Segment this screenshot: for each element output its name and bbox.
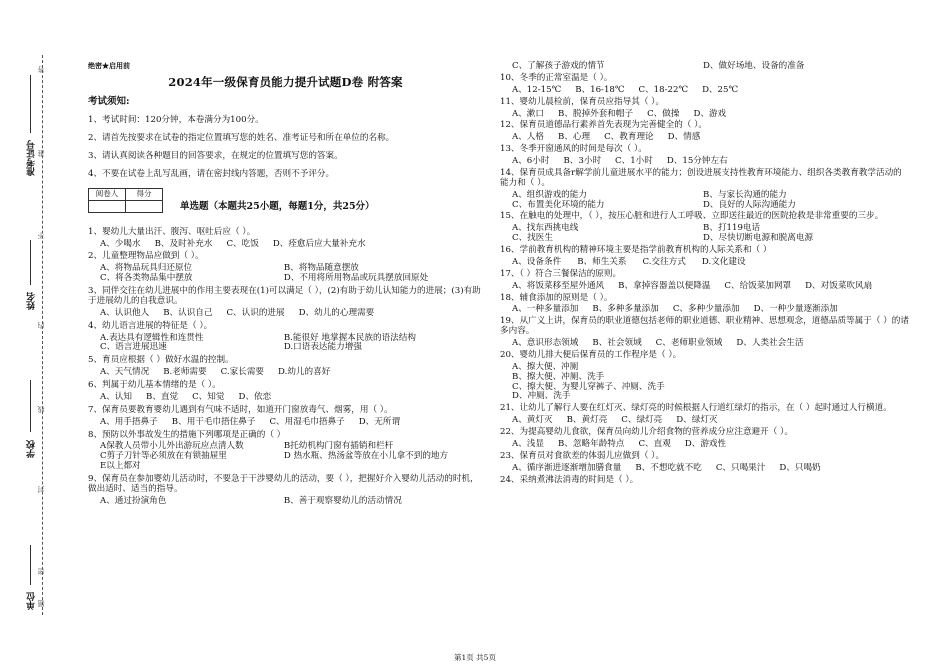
option-group xyxy=(500,464,910,474)
answer-option[interactable]: C、老师职业领域 xyxy=(655,338,723,348)
answer-option[interactable]: D、冲厕、洗手 xyxy=(512,391,571,402)
label-school: 学校 xyxy=(27,440,37,458)
answer-option[interactable]: E以上都对 xyxy=(100,461,141,472)
answer-option[interactable]: B、直觉 xyxy=(146,391,179,402)
question-stem: 17、（ ）符合三餐保洁的原则。 xyxy=(500,268,622,279)
question-stem: 6、判属于幼儿基本情绪的是（ ）。 xyxy=(88,380,221,391)
option-group xyxy=(500,110,910,120)
answer-option[interactable]: D、一种少量逐渐添加 xyxy=(753,304,838,315)
option-group xyxy=(500,339,910,349)
question-item xyxy=(500,317,910,349)
answer-option[interactable]: A.表达具有逻辑性和连贯性 xyxy=(100,332,204,343)
school-line xyxy=(30,380,31,432)
answer-option[interactable]: B、打119电话 xyxy=(703,223,761,234)
answer-option[interactable]: A、通过扮演角色 xyxy=(100,495,167,506)
question-item xyxy=(88,475,483,507)
answer-option[interactable]: B、不想吃就不吃 xyxy=(635,462,702,473)
notice-item: 4、不要在试卷上乱写乱画，请在密封线内答题，否则不予评分。 xyxy=(88,168,335,179)
answer-option[interactable]: A、意识形态领域 xyxy=(512,338,579,348)
answer-option[interactable]: A、漱口 xyxy=(512,108,544,119)
answer-option[interactable]: D.幼儿的喜好 xyxy=(278,367,331,378)
question-list xyxy=(500,62,910,485)
answer-option[interactable]: A、6小时 xyxy=(512,156,550,166)
answer-option[interactable]: C、擦大便、为婴儿穿裤子、冲厕、洗手 xyxy=(512,381,665,392)
question-stem: 22、为提高婴幼儿食欲，保育员向幼儿介绍食物的营养成分应注意避开（ ）。 xyxy=(500,427,793,437)
option-group xyxy=(500,224,910,244)
answer-option[interactable]: D、尽快切断电源和脱离电源 xyxy=(703,233,814,244)
answer-option[interactable]: A、黄灯灭 xyxy=(512,415,553,426)
answer-option[interactable]: D 热水瓶、热汤盆等放在小儿拿不到的地方 xyxy=(283,451,449,462)
question-item xyxy=(500,121,910,143)
seal-line xyxy=(42,55,43,615)
seal-mark: 封 xyxy=(37,486,45,493)
option-group xyxy=(88,264,483,284)
seal-mark: 线 xyxy=(37,406,45,413)
answer-option[interactable]: C、教育理论 xyxy=(604,132,654,143)
question-stem: 19、从广义上讲，保育员的职业道德包括老师的职业道德、职业精神、思想观念，道德品质等属于（ ）的诸多内容。 xyxy=(500,316,909,337)
option-group xyxy=(500,86,910,96)
answer-option[interactable]: C、只喝果汁 xyxy=(715,462,766,473)
answer-option[interactable]: B、拿掉容器盖以便降温 xyxy=(618,280,711,291)
question-item xyxy=(500,351,910,402)
score-row xyxy=(88,188,483,218)
option-group xyxy=(500,416,910,426)
question-item xyxy=(88,228,483,250)
question-stem: 9、保育员在参加婴幼儿活动时，不要急于干涉婴幼儿的活动，要（ ），把握好介入婴幼儿活动的时机，做出适时、适当的指导。 xyxy=(88,474,479,494)
answer-option[interactable]: D、良好的人际沟通能力 xyxy=(703,199,796,210)
notice-heading: 考试须知: xyxy=(88,96,130,108)
answer-option[interactable]: D、不用将所用物品或玩具摆放回原处 xyxy=(283,273,429,284)
option-group xyxy=(500,305,910,315)
answer-option[interactable]: B、16-18℃ xyxy=(575,84,625,95)
answer-option[interactable]: B、用干毛巾捂住鼻子 xyxy=(171,416,256,427)
question-item xyxy=(500,270,910,292)
answer-option[interactable]: D、游戏 xyxy=(693,108,727,119)
answer-option[interactable]: A、用手捂鼻子 xyxy=(100,416,158,427)
label-name: 姓名 xyxy=(27,292,37,310)
question-item xyxy=(500,74,910,96)
option-group xyxy=(500,282,910,292)
answer-option[interactable]: A、认识他人 xyxy=(100,307,150,318)
answer-option[interactable]: B、将物品随意摆放 xyxy=(283,263,359,274)
question-stem: 8、预防以外事故发生的措施下列哪项是正确的（ ） xyxy=(88,429,286,440)
seal-mark: 答 xyxy=(37,66,45,73)
answer-option[interactable]: B、心理 xyxy=(558,132,591,143)
left-column xyxy=(88,62,483,510)
question-stem: 21、让幼儿了解行人要在红灯灭、绿灯亮的时候根据人行道红绿灯的指示，在（ ）起时通过人行横道。 xyxy=(500,403,892,414)
question-item xyxy=(500,404,910,426)
answer-option[interactable]: D.口语表达能力增强 xyxy=(283,342,362,353)
answer-option[interactable]: D.文化建设 xyxy=(701,256,746,267)
answer-option[interactable]: A、设备条件 xyxy=(512,256,562,267)
question-list xyxy=(88,228,483,507)
answer-option[interactable]: C、绿灯亮 xyxy=(621,415,663,426)
answer-option[interactable]: A保教人员带小儿外出游玩应点清人数 xyxy=(100,441,244,452)
seal-mark: 密 xyxy=(37,568,45,575)
unit-line xyxy=(30,545,31,585)
question-stem: 1、婴幼儿大量出汗、腹泻、呕吐后应（ ）。 xyxy=(88,226,256,237)
answer-option[interactable]: C、用湿毛巾捂鼻子 xyxy=(269,416,345,427)
question-item xyxy=(88,406,483,428)
answer-option[interactable]: B、及时补充水 xyxy=(154,238,213,249)
answer-option[interactable]: C剪子刀针等必须放在有锁抽屉里 xyxy=(100,451,227,462)
page-footer: 第1页 共5页 xyxy=(454,653,496,662)
question-item xyxy=(88,356,483,378)
answer-option[interactable]: B、认识自己 xyxy=(163,307,213,318)
seal-mark: 准 xyxy=(37,150,45,157)
question-stem: 23、保育员对食欲差的体弱儿应做到（ ）。 xyxy=(500,450,665,461)
answer-option[interactable]: B、师生关系 xyxy=(577,256,627,267)
answer-option[interactable]: D、痊愈后应大量补充水 xyxy=(272,238,366,249)
label-unit: 单位 xyxy=(27,592,37,610)
answer-option[interactable]: B、3小时 xyxy=(563,156,602,166)
score-table xyxy=(88,188,163,213)
name-line xyxy=(30,240,31,285)
question-stem: 2、儿童整理物品应做到（ ）。 xyxy=(88,251,204,262)
option-group xyxy=(88,497,483,507)
question-item xyxy=(500,212,910,244)
question-item xyxy=(500,452,910,474)
question-stem: 11、婴幼儿晨检前，保育员应指导其（ ）。 xyxy=(500,96,665,107)
answer-option[interactable]: C、找医生 xyxy=(512,233,553,244)
question-item xyxy=(500,62,910,72)
answer-option[interactable]: C、18-22℃ xyxy=(638,84,689,95)
answer-option[interactable]: C、直观 xyxy=(638,438,671,449)
binding-margin xyxy=(0,0,70,671)
seal-mark: 题 xyxy=(37,600,45,607)
page-title: 2024年一级保育员能力提升试题D卷 附答案 xyxy=(168,75,403,90)
answer-option[interactable]: D、幼儿的心理需要 xyxy=(298,307,375,318)
answer-option[interactable]: C、语言进展迅速 xyxy=(100,342,167,353)
answer-option[interactable]: C.家长需要 xyxy=(220,367,265,378)
answer-option[interactable]: C、布置美化环境的能力 xyxy=(512,199,605,210)
question-stem: 16、学前教育机构的精神环境主要是指学前教育机构的人际关系和（ ） xyxy=(500,245,772,255)
answer-option[interactable]: D、15分钟左右 xyxy=(666,156,728,166)
question-item xyxy=(500,246,910,268)
secret-mark: 绝密★启用前 xyxy=(88,61,130,70)
question-item xyxy=(500,145,910,167)
answer-option[interactable]: B、多种多量添加 xyxy=(592,304,659,315)
question-item xyxy=(88,322,483,354)
answer-option[interactable]: B、脱掉外套和帽子 xyxy=(558,108,634,119)
answer-option[interactable]: A、将饭菜移至屋外通风 xyxy=(512,280,605,291)
answer-option[interactable]: A、人格 xyxy=(512,132,544,143)
answer-option[interactable]: A、擦大便、冲厕 xyxy=(512,361,579,372)
answer-option[interactable]: A、一种多量添加 xyxy=(512,304,579,315)
option-group xyxy=(88,418,483,428)
answer-option[interactable]: C、知觉 xyxy=(192,391,225,402)
question-stem: 10、冬季的正常室温是（ ）。 xyxy=(500,72,613,83)
exam-id-line xyxy=(30,75,31,133)
answer-option[interactable]: A、将物品玩具归还原位 xyxy=(100,263,193,274)
answer-option[interactable]: C、吃饭 xyxy=(226,238,259,249)
seal-mark: 不 xyxy=(37,232,45,239)
question-stem: 18、辅食添加的原则是（ ）。 xyxy=(500,292,613,303)
option-group xyxy=(500,157,910,167)
answer-option[interactable]: A、12-15℃ xyxy=(512,84,562,95)
grader-header: 阅卷人 xyxy=(89,188,126,200)
question-item xyxy=(500,294,910,316)
answer-option[interactable]: C、做操 xyxy=(647,108,680,119)
option-group xyxy=(500,62,910,72)
question-item xyxy=(88,431,483,473)
notice-item: 3、请认真阅读各种题目的回答要求，在规定的位置填写您的答案。 xyxy=(88,150,343,161)
answer-option[interactable]: D、只喝奶 xyxy=(779,462,821,473)
seal-mark: 内 xyxy=(37,322,45,329)
answer-option[interactable]: D、游戏性 xyxy=(684,438,727,449)
score-cell[interactable] xyxy=(126,200,163,212)
option-group xyxy=(500,133,910,143)
question-stem: 4、幼儿语言进展的特征是（ ）。 xyxy=(88,320,213,331)
answer-option[interactable]: A、浅显 xyxy=(512,438,544,449)
option-group xyxy=(500,258,910,268)
option-group xyxy=(88,442,483,472)
answer-option[interactable]: C、多种少量添加 xyxy=(672,304,740,315)
question-stem: 3、同伴交往在幼儿进展中的作用主要表现在(1)可以满足（ ），(2)有助于幼儿认知能力的进展；(3)有助于进展幼儿的自我意识。 xyxy=(88,286,481,306)
answer-option[interactable]: B、黄灯亮 xyxy=(566,415,608,426)
answer-option[interactable]: D、对饭菜吹风扇 xyxy=(805,280,873,291)
question-item xyxy=(88,252,483,284)
answer-option[interactable]: D、绿灯灭 xyxy=(676,415,718,426)
answer-option[interactable]: C、了解孩子游戏的情节 xyxy=(512,61,605,71)
answer-option[interactable]: C、将各类物品集中摆放 xyxy=(100,273,193,284)
answer-option[interactable]: B托幼机构门窗有插销和栏杆 xyxy=(283,441,394,452)
answer-option[interactable]: A、组织游戏的能力 xyxy=(512,189,587,200)
right-column xyxy=(500,62,910,487)
question-item xyxy=(88,287,483,319)
answer-option[interactable]: B.能很好 地掌握本民族的语法结构 xyxy=(283,332,416,343)
answer-option[interactable]: B、擦大便、冲厕、洗手 xyxy=(512,371,605,382)
answer-option[interactable]: D、无所谓 xyxy=(358,416,401,427)
notice-item: 2、请首先按要求在试卷的指定位置填写您的姓名、准考证号和所在单位的名称。 xyxy=(88,133,395,144)
answer-option[interactable]: B.老师需要 xyxy=(163,367,207,378)
option-group xyxy=(88,334,483,354)
question-stem: 15、在触电的处理中，（ ），按压心脏和进行人工呼吸、立即送往最近的医院抢救是非常重要的三步。 xyxy=(500,211,884,222)
question-stem: 14、保育员成具备r解学前儿童进展水平的能力；创设进展支持性教育环境能力、组织各类教育教学活动的能力和（ ）。 xyxy=(500,167,902,188)
answer-option[interactable]: D、做好场地、设备的准备 xyxy=(703,61,805,71)
option-group xyxy=(500,191,910,211)
option-group xyxy=(88,368,483,378)
option-group xyxy=(88,309,483,319)
answer-option[interactable]: D、人类社会生活 xyxy=(736,338,804,348)
answer-option[interactable]: A、天气情况 xyxy=(100,367,150,378)
answer-option[interactable]: A、认知 xyxy=(100,391,132,402)
question-stem: 13、冬季开窗通风的时间是每次（ ）。 xyxy=(500,144,647,155)
answer-option[interactable]: B、善于观察婴幼儿的活动情况 xyxy=(283,495,402,506)
answer-option[interactable]: D、依恋 xyxy=(238,391,272,402)
answer-option[interactable]: C、1小时 xyxy=(615,156,653,166)
option-group xyxy=(88,393,483,403)
question-item xyxy=(500,476,910,486)
question-stem: 7、保育员要教育婴幼儿遇到有气味不适时，如道开门窗放毒气、烟雾，用（ ）。 xyxy=(88,404,393,415)
notice-item: 1、考试时间：120分钟，本卷满分为100分。 xyxy=(88,115,264,126)
option-group xyxy=(500,363,910,403)
answer-option[interactable]: A、找东西挑电线 xyxy=(512,223,579,234)
answer-option[interactable]: D、情感 xyxy=(667,132,701,143)
answer-option[interactable]: B、忽略年龄特点 xyxy=(558,438,625,449)
answer-option[interactable]: A、少喝水 xyxy=(100,238,141,249)
question-stem: 12、保育员道德品行素养首先表现为完善健全的（ ）。 xyxy=(500,120,708,131)
question-item xyxy=(500,98,910,120)
question-item xyxy=(500,169,910,211)
question-stem: 24、采纳煮沸法消毒的时间是（ ）。 xyxy=(500,474,639,485)
grader-cell[interactable] xyxy=(89,200,126,212)
answer-option[interactable]: C、给饭菜加网罩 xyxy=(724,280,792,291)
question-stem: 20、婴幼儿排大便后保育员的工作程序是（ ）。 xyxy=(500,349,682,360)
option-group xyxy=(500,440,910,450)
answer-option[interactable]: A、循序渐进逐渐增加膳食量 xyxy=(512,462,622,473)
question-item xyxy=(500,428,910,450)
question-item xyxy=(88,381,483,403)
label-exam-id: 准考证号 xyxy=(27,140,37,176)
question-stem: 5、育员应根据（ ）做好水温的控制。 xyxy=(88,355,234,366)
answer-option[interactable]: B、社会领域 xyxy=(592,338,642,348)
answer-option[interactable]: C、认识的进展 xyxy=(226,307,285,318)
option-group xyxy=(88,240,483,250)
answer-option[interactable]: C.交往方式 xyxy=(642,256,686,267)
answer-option[interactable]: B、与家长沟通的能力 xyxy=(703,189,787,200)
section-heading: 单选题（本题共25小题，每题1分，共25分） xyxy=(180,200,375,212)
score-header: 得分 xyxy=(126,188,163,200)
answer-option[interactable]: D、25℃ xyxy=(702,84,739,95)
